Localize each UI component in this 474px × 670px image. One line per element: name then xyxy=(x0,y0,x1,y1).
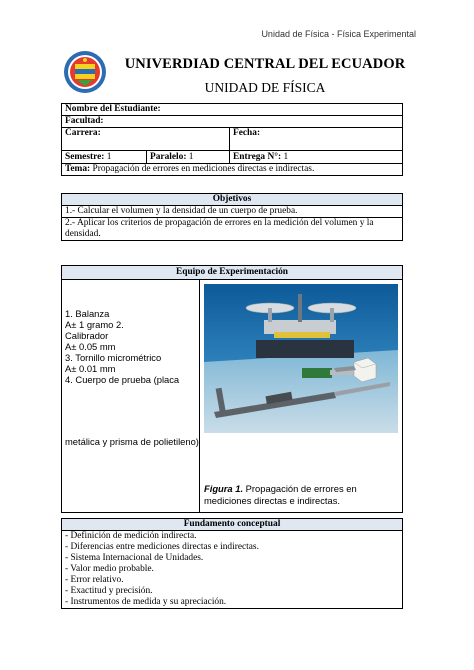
faculty-label: Facultad: xyxy=(62,116,403,128)
delivery-cell: Entrega N°: 1 xyxy=(230,151,403,164)
semester-cell: Semestre: 1 xyxy=(62,151,147,164)
topic-cell: Tema: Propagación de errores en mediciones directas e indirectas. xyxy=(62,164,403,176)
figure-caption: Figura 1. Propagación de errores en mediciones directas e indirectas. xyxy=(204,483,357,506)
career-label: Carrera: xyxy=(62,128,230,151)
equipment-item-continuation: metálica y prisma de polietileno) xyxy=(65,436,199,447)
institution-title: UNIVERDIAD CENTRAL DEL ECUADOR xyxy=(124,56,406,72)
equipment-item: A± 0.01 mm xyxy=(65,363,116,374)
fundamentals-title: Fundamento conceptual xyxy=(62,519,403,531)
equipment-item: 4. Cuerpo de prueba (placa xyxy=(65,374,180,385)
objectives-table xyxy=(61,193,403,241)
equipment-item: A± 1 gramo 2. xyxy=(65,319,124,330)
equipment-title: Equipo de Experimentación xyxy=(62,266,403,280)
fundamentals-item: - Error relativo. xyxy=(65,575,124,585)
objective-2: 2.- Aplicar los criterios de propagación de errores en la medición del volumen y la densidad. xyxy=(62,218,403,241)
student-name-label: Nombre del Estudiante: xyxy=(62,104,403,116)
equipment-item: 3. Tornillo micrométrico xyxy=(65,352,162,363)
fundamentals-list xyxy=(62,531,403,609)
parallel-cell: Paralelo: 1 xyxy=(147,151,230,164)
fundamentals-item: - Sistema Internacional de Unidades. xyxy=(65,553,204,563)
equipment-item: Calibrador xyxy=(65,330,109,341)
fundamentals-item: - Valor medio probable. xyxy=(65,564,154,574)
fundamentals-item: - Instrumentos de medida y su apreciación. xyxy=(65,597,227,607)
fundamentals-item: - Definición de medición indirecta. xyxy=(65,531,197,541)
fundamentals-item: - Diferencias entre mediciones directas e indirectas. xyxy=(65,542,259,552)
equipment-table xyxy=(61,265,403,513)
equipment-item: 1. Balanza xyxy=(65,308,110,319)
running-head: Unidad de Física - Física Experimental xyxy=(261,29,416,39)
equipment-item: A± 0.05 mm xyxy=(65,341,116,352)
fundamentals-item: - Exactitud y precisión. xyxy=(65,586,153,596)
fundamentals-table xyxy=(61,518,403,609)
objective-1: 1.- Calcular el volumen y la densidad de un cuerpo de prueba. xyxy=(62,206,403,218)
date-label: Fecha: xyxy=(230,128,403,151)
objectives-title: Objetivos xyxy=(62,194,403,206)
university-seal-logo xyxy=(63,50,107,94)
figure-cell xyxy=(200,280,403,513)
lab-equipment-illustration xyxy=(204,284,398,433)
equipment-list xyxy=(62,280,200,513)
unit-title: UNIDAD DE FÍSICA xyxy=(204,80,326,95)
student-info-table xyxy=(61,103,403,176)
